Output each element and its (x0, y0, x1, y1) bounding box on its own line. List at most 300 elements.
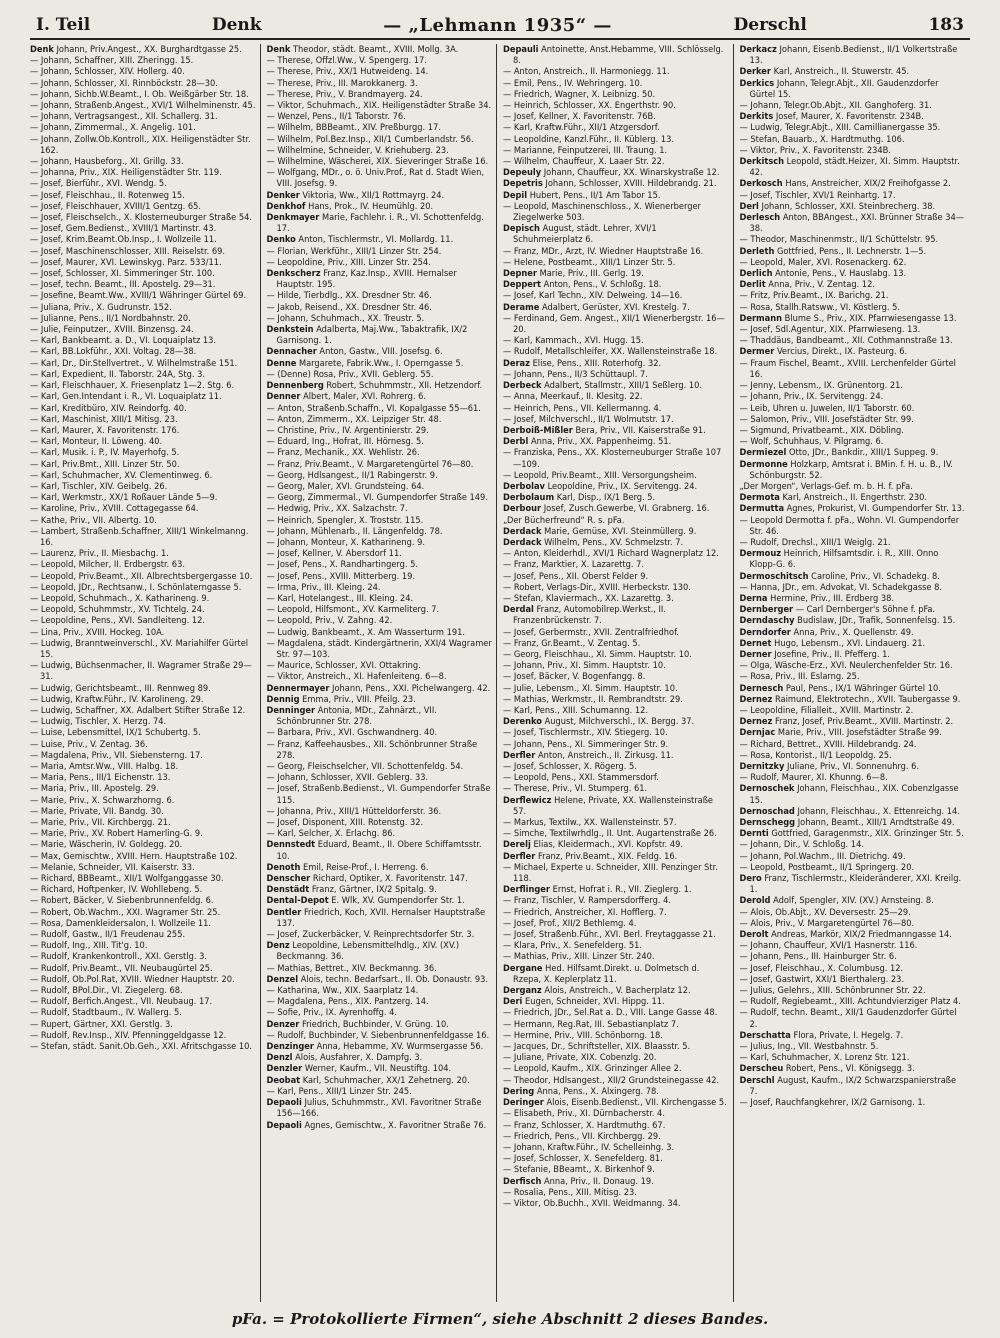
column-1 (30, 44, 261, 1302)
directory-entry (30, 795, 256, 806)
entry-text: — Rudolf, techn. Beamt., XII/1 Gaudenzdorfer Gürtel 2. (739, 1007, 957, 1030)
entry-text: — Ferdinand, Gem. Angest., XII/1 Wienerbergstr. 16—20. (503, 312, 725, 336)
directory-entry (740, 918, 967, 929)
entry-text: — Therese, Offzl.Ww., V. Spengerg. 17. (266, 55, 427, 67)
entry-surname: Dermiezel (739, 447, 787, 459)
entry-text: — Viktor, Schuhmach., XIX. Heiligenstädter Straße 34. (266, 100, 492, 112)
directory-entry (267, 739, 493, 761)
directory-entry (740, 537, 967, 548)
entry-text: — Karoline, Priv., XVIII. Cottagegasse 64. (30, 503, 199, 515)
entry-text: — Johann, Pens., III. Hainburger Str. 6. (739, 951, 897, 963)
directory-entry (503, 346, 729, 357)
entry-text: Flora, Private, I. Hegelg. 7. (793, 1029, 904, 1041)
entry-text: — Melanie, Schneider, VII. Kaiserstr. 33. (30, 861, 195, 873)
entry-surname: Denzer (266, 1018, 300, 1030)
directory-entry (267, 369, 493, 380)
entry-text: — Georg, Maler, XVI. Grundsteing. 64. (266, 480, 425, 492)
directory-entry (30, 862, 256, 873)
entry-surname: Denninger (266, 704, 316, 716)
entry-text: — Stefan, städt. Sanit.Ob.Geh., XXI. Afritschgasse 10. (30, 1041, 253, 1053)
entry-surname: Denker (266, 189, 300, 201)
directory-entry (267, 380, 493, 391)
directory-entry (740, 940, 967, 951)
directory-entry (267, 683, 493, 694)
entry-text: — Kathe, Priv., VII. Albertg. 10. (30, 514, 157, 526)
entry-text: — Ludwig, Telegr.Abjt., XIII. Camillianergasse 35. (739, 122, 941, 134)
directory-entry (740, 627, 967, 638)
directory-entry (267, 571, 493, 582)
entry-text: — Karl, Pens., XIII. Schumanng. 12. (503, 704, 649, 716)
entry-surname: Derenko (503, 716, 542, 728)
entry-text: — Marie, Private, VII. Bandg. 30. (30, 805, 164, 817)
directory-entry (267, 940, 493, 962)
entry-text: — Alois, Ob.Abjt., XV. Deversestr. 25—29. (739, 906, 911, 918)
entry-text: — Anton, Anstreich., II. Harmoniegg. 11. (503, 66, 670, 78)
directory-entry (740, 985, 967, 996)
entry-text: — Josef, Karl Techn., XIV. Delweing. 14—16. (503, 290, 683, 302)
entry-text: Franz, Priv.Beamt., XIX. Feldg. 16. (538, 850, 678, 862)
directory-entry (267, 1097, 493, 1119)
entry-text: — Rosalia, Pens., XIII. Mitisg. 23. (503, 1186, 637, 1198)
directory-entry (267, 403, 493, 414)
entry-text: — Franz, Mechanik., XX. Wehlistr. 26. (266, 447, 420, 459)
directory-entry (740, 190, 967, 201)
entry-text: — Karl, Bankbeamt. a. D., VI. Loquaiplatz 13. (30, 335, 217, 347)
directory-entry (30, 436, 256, 447)
directory-entry (30, 783, 256, 794)
directory-entry (740, 895, 967, 906)
entry-text: Hans, Anstreicher, XIX/2 Freihofgasse 2. (785, 178, 951, 190)
entry-text: — Richard, BBBeamt., XII/1 Wolfganggasse 30. (30, 873, 224, 885)
entry-text: — Leopold, Pens., XXI. Stammersdorf. (503, 772, 659, 784)
entry-text: — Karl, Selcher, X. Erlachg. 86. (266, 828, 396, 840)
entry-text: — Georg, Fleischselcher, VII. Schottenfeldg. 54. (266, 761, 464, 772)
directory-entry (267, 582, 493, 593)
entry-text: Leopoldine, Lebensmittelhdlg., XIV. (XV.) Beckmanng. 36. (276, 940, 460, 963)
directory-entry (267, 1007, 493, 1018)
directory-entry (740, 750, 967, 761)
entry-surname: Derkits (739, 111, 774, 123)
entry-text: Raimund, Elektrotechn., XVII. Taubergasse 9. (774, 693, 961, 705)
entry-text: — Josef, Maschinenschlosser, XIII. Reiselstr. 69. (30, 245, 225, 257)
entry-text: Adalberta, Maj.Ww., Tabaktrafik, IX/2 Garnisong. 1. (276, 324, 468, 347)
entry-text: — Julianne, Pens., II/1 Nordbahnstr. 20. (30, 312, 191, 324)
entry-text: — Mathias, Bettret., XIV. Beckmanng. 36. (266, 962, 437, 974)
entry-text: — Josef, Schlosser, XI. Simmeringer Str. 100. (30, 268, 215, 280)
entry-text: — Lina, Priv., XVIII. Hockeg. 10A. (30, 626, 165, 638)
entry-text: — Ludwig, Gerichtsbeamt., III. Rennweg 89. (30, 682, 211, 694)
directory-entry (503, 772, 729, 783)
directory-entry (740, 1030, 967, 1041)
entry-text: — Leopold, Hilfsmont., XV. Karmeliterg. 7. (266, 604, 440, 616)
entry-text: — Josef, Pens., XII. Oberst Felder 9. (503, 570, 649, 582)
entry-surname: Derkics (739, 77, 775, 89)
entry-text: — Magdalena, städt. Kindergärtnerin, XXI/4 Wagramer Str. 97—103. (266, 637, 492, 660)
directory-entry (30, 951, 256, 962)
directory-entry (503, 671, 729, 682)
directory-entry (503, 279, 729, 290)
entry-text: Richard, Optiker, X. Favoritenstr. 147. (312, 873, 468, 885)
directory-entry (740, 279, 967, 290)
entry-surname: Dering (503, 1085, 535, 1097)
directory-entry (503, 503, 729, 514)
entry-surname: Derfler (503, 850, 536, 862)
entry-surname: Depaoli (266, 1097, 302, 1109)
directory-entry (267, 66, 493, 77)
entry-text: — Jacques, Dr., Schriftsteller, XIX. Blaasstr. 5. (503, 1041, 691, 1053)
directory-entry (30, 1030, 256, 1041)
entry-surname: Dermutta (739, 503, 785, 515)
entry-surname: Derkitsch (739, 156, 785, 168)
entry-text: — Ludwig, Bankbeamt., X. Am Wasserturm 191. (266, 626, 465, 638)
directory-entry (740, 1041, 967, 1052)
entry-text: Bera, Priv., VII. Kaiserstraße 91. (575, 424, 706, 436)
entry-text: Friedrich, Koch, XVII. Hernalser Hauptstraße 137. (276, 906, 486, 929)
entry-surname: Derleth (739, 245, 775, 257)
directory-entry (267, 89, 493, 100)
entry-text: — Markus, Textilw., XX. Wallensteinstr. 57. (503, 817, 677, 829)
footer-note: pFa. = Protokollierte Firmen“, siehe Abschnitt 2 dieses Bandes. (231, 1310, 769, 1328)
directory-entry (30, 156, 256, 167)
directory-entry (503, 985, 729, 996)
directory-entry (267, 727, 493, 738)
entry-text: — Josef, Tischlermstr., XIV. Stiegerg. 10. (503, 727, 668, 739)
entry-text: Viktoria, Ww., XII/1 Rottmayrg. 24. (302, 189, 445, 201)
entry-text: Anna, Pens., X. Alxingerg. 78. (536, 1085, 659, 1097)
entry-text: Marie, Fachlehr. i. R., VI. Schottenfeldg. 17. (276, 212, 484, 235)
entry-text: — Josef, Bäcker, V. Bogenfangg. 8. (503, 671, 646, 683)
entry-text: — Friedrich, Wagner, X. Leibnizg. 50. (503, 88, 656, 100)
entry-text: — Leib, Uhren u. Juwelen, II/1 Taborstr. 60. (739, 402, 915, 414)
entry-text: — Johann, Telegr.Ob.Abjt., XII. Ganghoferg. 31. (739, 100, 932, 112)
directory-entry (503, 78, 729, 89)
entry-text: Robert, Schuhmmstr., XII. Hetzendorf. (326, 380, 483, 392)
entry-text: — Christine, Priv., IV. Argentinierstr. 29. (266, 424, 429, 436)
entry-text: — Johann, Chauffeur, XVI/1 Hasnerstr. 116. (739, 940, 918, 952)
directory-entry (503, 1097, 729, 1108)
entry-surname: Derbolav (503, 480, 545, 492)
entry-surname: Deobat (266, 1074, 301, 1086)
entry-text: — Juliana, Priv., X. Gudrunstr. 152. (30, 301, 172, 313)
directory-entry (740, 761, 967, 772)
directory-entry (503, 44, 729, 66)
directory-entry (267, 134, 493, 145)
directory-entry (267, 145, 493, 156)
entry-text: „Der Bücherfreund“ R. s. pFa. (503, 514, 625, 526)
directory-entry (30, 122, 256, 133)
entry-text: — Jenny, Lebensm., IX. Grünentorg. 21. (739, 380, 903, 392)
directory-entry (503, 1164, 729, 1175)
directory-entry (267, 772, 493, 783)
entry-text: August, Milchverschl., IX. Bergg. 37. (544, 716, 695, 728)
entry-text: Heinrich, Hilfsamtsdir. i. R., XIII. Onno Klopp-G. 6. (749, 548, 939, 571)
entry-text: — Rudolf, Regiebeamt., XIII. Achtundvierziger Platz 4. (739, 996, 961, 1008)
entry-surname: Derndaschy (739, 615, 795, 627)
directory-entry (30, 985, 256, 996)
entry-surname: Derdack (503, 536, 542, 548)
directory-entry (267, 862, 493, 873)
directory-entry (30, 268, 256, 279)
entry-text: Josef, Zusch.Gewerbe, VI. Grabnerg. 16. (543, 503, 710, 515)
directory-entry (503, 996, 729, 1007)
directory-entry (503, 492, 729, 503)
entry-text: Hubert, Pens., II/1 Am Tabor 15. (529, 189, 661, 201)
entry-text: — Wilhelm, Chauffeur, X. Laaer Str. 22. (503, 156, 665, 168)
entry-surname: Derfler (503, 749, 536, 761)
entry-text: — Leopold, Kaufm., XIX. Grinzinger Allee 2. (503, 1063, 682, 1075)
entry-text: Caroline, Priv., VI. Schadekg. 8. (811, 570, 940, 582)
directory-entry (267, 447, 493, 458)
entry-text: — Karl, Fleischhauer, X. Friesenplatz 1—2. Stg. 6. (30, 380, 235, 392)
entry-text: „Der Morgen“, Verlags-Gef. m. b. H. f. pFa. (739, 480, 913, 492)
directory-entry (740, 571, 967, 582)
directory-entry (740, 145, 967, 156)
directory-entry (740, 548, 967, 570)
entry-text: — Wilhelmine, Schneider, V. Kriehuberg. 23. (266, 144, 449, 156)
entry-text: — Rudolf, Maurer, XI. Khunng. 6—8. (739, 772, 888, 784)
directory-entry (503, 817, 729, 828)
entry-text: — Johanna, Priv., XIII/1 Hütteldorferstr. 36. (266, 805, 442, 817)
directory-entry (740, 817, 967, 828)
entry-text: — Karl, Kraftw.Führ., XII/1 Atzgersdorf. (503, 122, 660, 134)
directory-entry (30, 100, 256, 111)
directory-entry (503, 178, 729, 189)
entry-text: — Fritz, Priv.Beamt., IX. Barichg. 21. (739, 290, 889, 302)
entry-text: — Georg, Zimmermal., VI. Gumpendorfer Straße 149. (266, 492, 488, 504)
directory-entry (267, 537, 493, 548)
directory-entry (740, 615, 967, 626)
directory-entry (267, 1041, 493, 1052)
entry-text: — Marie, Priv., XV. Robert Hamerling-G. 9. (30, 828, 203, 840)
entry-text: — Anton, Zimmerm., XX. Leipziger Str. 48. (266, 413, 442, 425)
entry-text: — Rosa, Kontorist., II/1 Leopoldg. 25. (739, 749, 892, 761)
page-number: 183 (928, 15, 964, 35)
directory-entry (503, 100, 729, 111)
directory-entry (503, 895, 729, 906)
entry-surname: Denk (266, 44, 291, 55)
directory-entry (740, 1052, 967, 1063)
entry-surname: Dernoschad (739, 805, 795, 817)
directory-entry (740, 459, 967, 481)
directory-entry (503, 593, 729, 604)
directory-entry (740, 346, 967, 357)
directory-entry (267, 895, 493, 906)
entry-text: — Karl, Kreditbüro, XIV. Reindorfg. 40. (30, 402, 187, 414)
directory-entry (503, 223, 729, 245)
directory-entry (267, 1030, 493, 1041)
directory-entry (740, 447, 967, 458)
directory-entry (503, 1187, 729, 1198)
entry-surname: Deppert (503, 279, 541, 291)
entry-text: — Johann, Schlosser, XVII. Geblerg. 33. (266, 772, 429, 784)
entry-text: — Josef, Fleischhauer, XVIII/1 Gentzg. 65. (30, 200, 201, 212)
directory-entry (740, 380, 967, 391)
directory-entry (740, 403, 967, 414)
entry-text: — Johann, Pens., II/3 Schüttaupl. 7. (503, 368, 648, 380)
directory-entry (30, 918, 256, 929)
entry-text: — Johann, Priv., XI. Simm. Hauptstr. 10. (503, 660, 666, 672)
entry-text: — Josefine, Beamt.Ww., XVIII/1 Währinger Gürtel 69. (30, 290, 247, 302)
entry-text: — Juliane, Private, XIX. Cobenzlg. 20. (503, 1052, 657, 1064)
directory-entry (503, 190, 729, 201)
directory-entry (503, 918, 729, 929)
directory-entry (740, 660, 967, 671)
entry-text: Leopold, städt.Heizer, XI. Simm. Hauptstr. 42. (749, 156, 960, 179)
entry-text: — Anna, Meerkauf., II. Klesitg. 22. (503, 391, 643, 403)
column-4 (740, 44, 971, 1302)
entry-text: Vercius, Direkt., IX. Pasteurg. 6. (776, 346, 908, 358)
entry-surname: Denzinger (266, 1041, 314, 1053)
entry-text: Albert, Maler, XVI. Rohrerg. 6. (303, 391, 426, 403)
directory-entry (740, 783, 967, 805)
entry-surname: Dernez (739, 716, 773, 728)
directory-entry (267, 358, 493, 369)
entry-text: — Florian, Werkführ., XIII/1 Linzer Str. 254. (266, 245, 442, 257)
directory-entry (503, 929, 729, 940)
entry-text: — Hermine, Priv., VIII. Schönborng. 18. (503, 1029, 663, 1041)
directory-entry (503, 750, 729, 761)
entry-text: Theodor, städt. Beamt., XVIII. Mollg. 3A. (292, 44, 459, 55)
directory-entry (30, 727, 256, 738)
last-surname-guide: Derschl (733, 15, 807, 35)
entry-text: Marie, Priv., VIII. Josefstädter Straße 99. (777, 727, 942, 739)
directory-entry (267, 212, 493, 234)
directory-entry (30, 290, 256, 301)
directory-entry (30, 66, 256, 77)
directory-entry (503, 761, 729, 772)
entry-text: — Georg, Hdlsangest., II/1 Rabingerstr. 9. (266, 469, 438, 481)
entry-text: — Josef, Gerbermstr., XVII. Zentralfriedhof. (503, 626, 679, 638)
entry-text: — Lambert, Straßenb.Schaffner, XIII/1 Winkelmanng. 16. (30, 525, 249, 548)
entry-surname: Derkacz (739, 44, 777, 55)
directory-entry (740, 862, 967, 873)
entry-text: — Karl, Gen.Intendant i. R., VI. Loquaiplatz 11. (30, 391, 222, 403)
directory-entry (740, 122, 967, 133)
entry-text: — Leopold, Milcher, II. Erdbergstr. 63. (30, 559, 185, 571)
entry-surname: Deri (503, 996, 523, 1008)
directory-entry (267, 503, 493, 514)
entry-text: — Johann, Schlosser, XI. Rinnböckstr. 28—30. (30, 77, 218, 89)
directory-entry (503, 739, 729, 750)
entry-text: — Viktor, Ob.Buchh., XVII. Weidmanng. 34. (503, 1197, 681, 1209)
entry-text: — Magdalena, Priv., VII. Siebensterng. 17. (30, 749, 203, 761)
directory-entry (740, 739, 967, 750)
entry-text: — Leopoldine, Pens., XVI. Sandleiteng. 12. (30, 615, 206, 627)
directory-entry (267, 492, 493, 503)
entry-surname: Derbl (503, 436, 529, 448)
directory-entry (740, 201, 967, 212)
directory-entry (503, 839, 729, 850)
entry-surname: Derame (503, 301, 540, 313)
directory-entry (503, 1131, 729, 1142)
entry-surname: Denoth (266, 861, 301, 873)
entry-text: — Josef, Straßenb.Bedienst., VI. Gumpendorfer Straße 115. (266, 783, 491, 806)
directory-entry (503, 1019, 729, 1030)
directory-entry (503, 1030, 729, 1041)
directory-entry (740, 828, 967, 839)
page-footer (0, 1308, 1000, 1330)
entry-text: Antonie, Pens., V. Hauslabg. 13. (775, 268, 907, 280)
entry-text: — Josef, Maurer, XVI. Lewinskyg. Parz. 533/11. (30, 256, 222, 268)
directory-entry (503, 414, 729, 425)
directory-entry (740, 246, 967, 257)
first-surname-guide: Denk (211, 15, 262, 35)
entry-text: — Hermann, Reg.Rat, III. Sebastianplatz 7. (503, 1018, 679, 1030)
directory-entry (267, 627, 493, 638)
entry-surname: Derdal (503, 604, 534, 616)
directory-entry (503, 1063, 729, 1074)
entry-text: — Marie, Priv., X. Schwarzhorng. 6. (30, 794, 175, 806)
directory-entry (740, 425, 967, 436)
directory-entry (503, 369, 729, 380)
entry-text: — Rudolf, Metallschleifer, XX. Wallensteinstraße 18. (503, 346, 718, 358)
entry-text: — Josef, Pens., XVIII. Mitterberg. 19. (266, 570, 416, 582)
entry-text: — Josef, Bierführ., XVI. Wendg. 5. (30, 178, 167, 190)
directory-entry (503, 1120, 729, 1131)
entry-text: Emma, Priv., VIII. Pfeilg. 23. (302, 693, 416, 705)
entry-text: — Johann, Zimmermal., X. Angelig. 101. (30, 122, 196, 134)
directory-entry (740, 1075, 967, 1097)
entry-text: — Mathias, Werkmstr., II. Rembrandtstr. 29. (503, 693, 683, 705)
entry-text: — Stefanie, BBeamt., X. Birkenhof 9. (503, 1164, 655, 1176)
entry-text: Juliane, Priv., VI. Sonnenuhrg. 6. (787, 761, 920, 772)
directory-entry (503, 122, 729, 133)
entry-text: — Eduard, Ing., Hofrat, III. Hörnesg. 5. (266, 436, 424, 448)
entry-text: Johann, Fleischhau., XIX. Cobenzlgasse 15. (749, 783, 959, 806)
directory-entry (30, 683, 256, 694)
entry-text: — Rosa, Stallh.Ratsww., VI. Köstlerg. 5. (739, 301, 901, 313)
entry-text: — Simche, Textilwrhdlg., II. Unt. Augartenstraße 26. (503, 828, 717, 840)
directory-entry (503, 66, 729, 77)
entry-text: — Therese, Priv., VI. Stumperg. 61. (503, 783, 648, 795)
entry-text: — Rosa, Priv., III. Eslarng. 25. (739, 671, 860, 683)
entry-text: — Barbara, Priv., XVI. Gschwandnerg. 40. (266, 727, 438, 739)
directory-entry (30, 806, 256, 817)
directory-entry (740, 951, 967, 962)
entry-text: — Rudolf, Ob.Pol.Rat, XVIII. Wiedner Hauptstr. 20. (30, 973, 235, 985)
entry-text: Franz, Tischlermstr., Kleideränderer, XXI. Kreilg. 1. (749, 873, 962, 896)
directory-entry (267, 78, 493, 89)
entry-text: — Rudolf, Priv.Beamt., VII. Neubaugürtel 25. (30, 962, 213, 974)
entry-text: — Irma, Priv., III. Kleing. 24. (266, 581, 381, 593)
entry-text: — Ludwig, Tischler, X. Herzg. 74. (30, 716, 167, 728)
entry-text: Johann, Beamt., XIII/1 Arndtstraße 49. (797, 817, 955, 829)
entry-surname: Denscher (266, 873, 311, 885)
entry-text: — Wilhelmine, Wäscherei, XIX. Sieveringer Straße 16. (266, 156, 489, 168)
directory-entry (503, 1007, 729, 1018)
entry-text: Hermine, Priv., III. Erdberg 38. (770, 592, 895, 604)
directory-entry (30, 895, 256, 906)
directory-entry (30, 44, 256, 55)
entry-text: Josefine, Priv., II. Pfefferg. 1. (774, 648, 890, 660)
entry-text: — Franz, Gr.Beamt., V. Zentag. 5. (503, 637, 641, 649)
directory-entry (30, 582, 256, 593)
entry-text: — Hanna, JDr., em. Advokat, VI. Schadekgasse 8. (739, 581, 943, 593)
entry-text: — Therese, Priv., V. Brandmayerg. 24. (266, 88, 423, 100)
directory-entry (740, 234, 967, 245)
entry-text: — Ludwig, Schaffner, XX. Adalbert Stifter Straße 12. (30, 704, 246, 716)
directory-entry (503, 1142, 729, 1153)
directory-entry (503, 727, 729, 738)
entry-text: — Robert, Verlags-Dir., XVIII. Herbeckstr. 130. (503, 581, 691, 593)
entry-text: Karl, Disp., IX/1 Berg. 5. (556, 492, 656, 504)
entry-text: Paul, Pens., IX/1 Währinger Gürtel 10. (785, 682, 941, 694)
entry-text: — Anton, Kleiderhdl., XVI/1 Richard Wagnerplatz 12. (503, 548, 719, 560)
directory-entry (503, 313, 729, 335)
entry-text: — Josef, Straßenb.Führ., XVI. Berl. Freytaggasse 21. (503, 929, 716, 941)
directory-entry (503, 649, 729, 660)
entry-text: — Michael, Experte u. Schneider, XIII. Penzinger Str. 118. (503, 861, 718, 885)
